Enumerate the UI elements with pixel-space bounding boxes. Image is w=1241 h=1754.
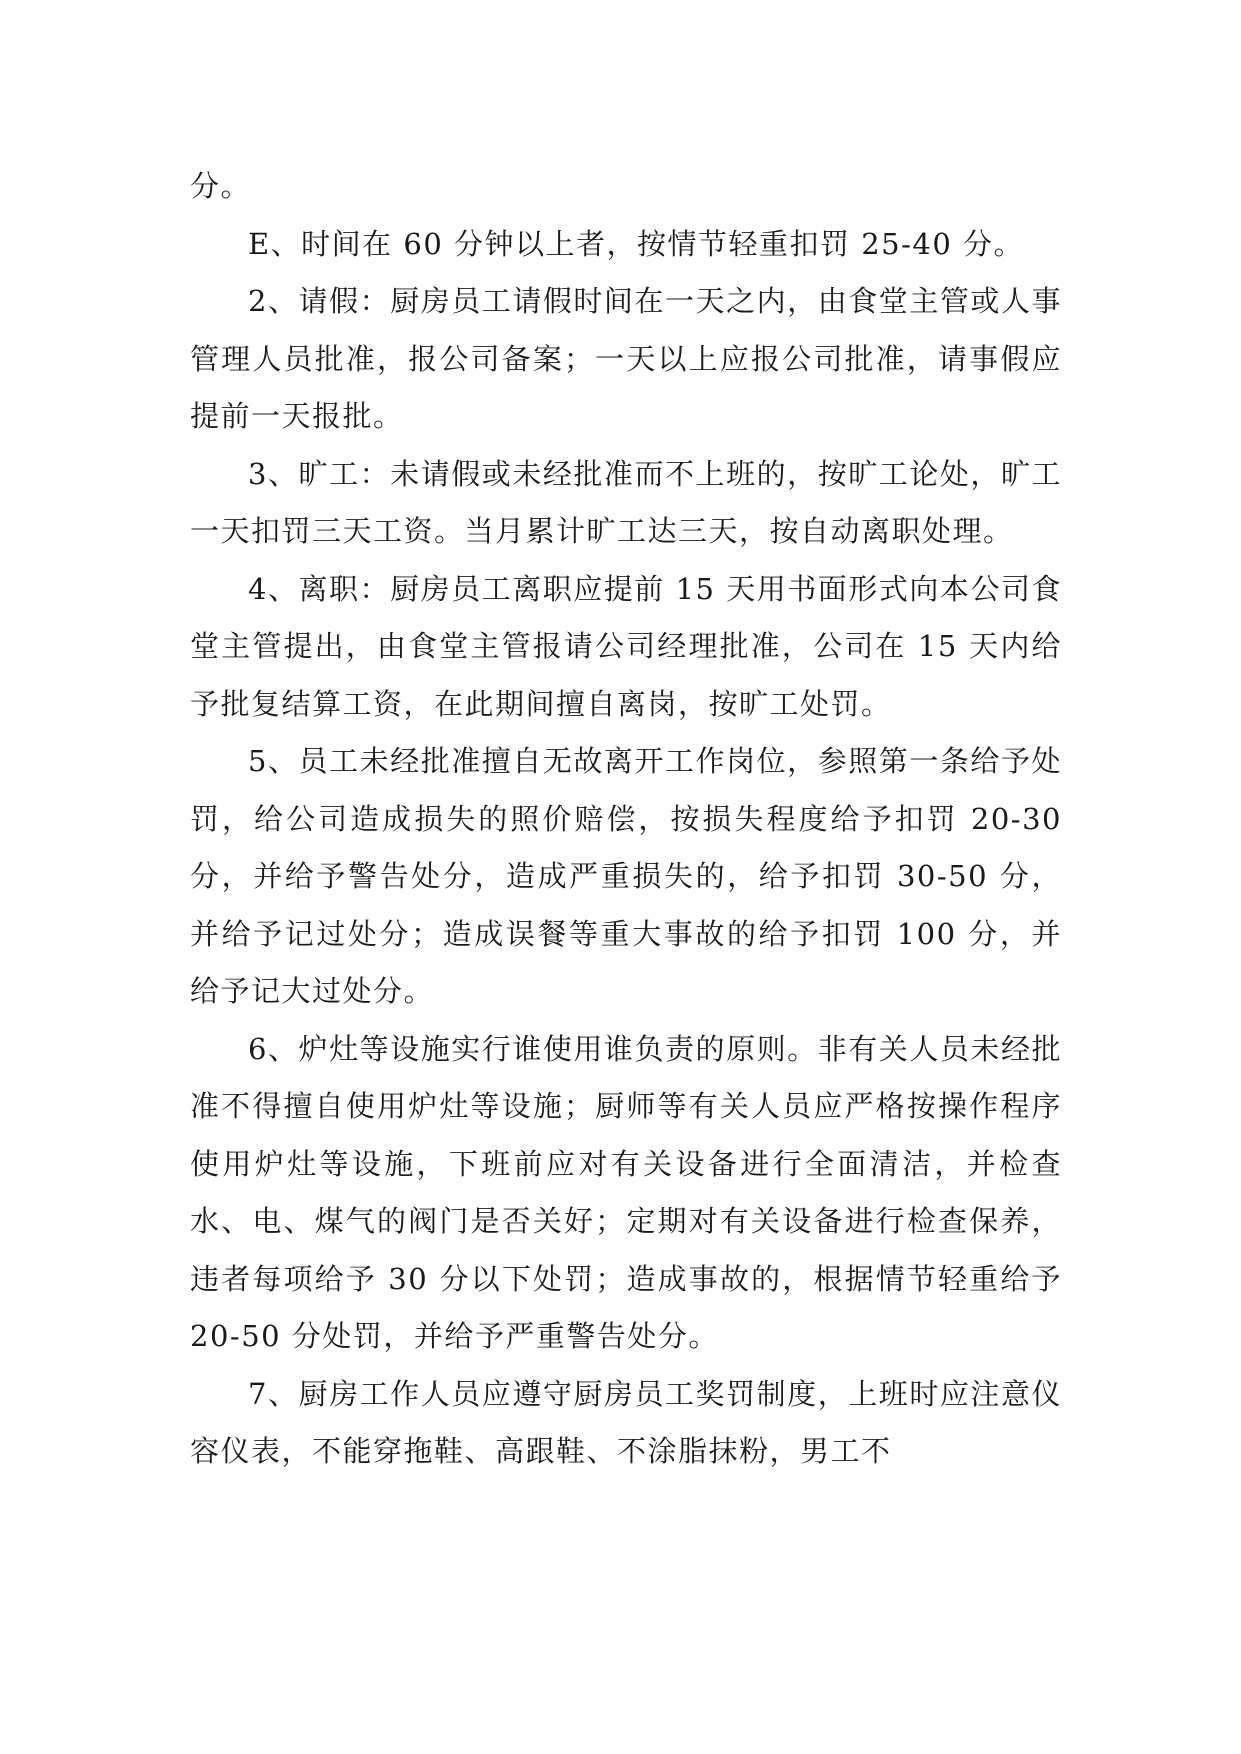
paragraph-resignation: 4、离职：厨房员工离职应提前 15 天用书面形式向本公司食堂主管提出，由食堂主管报请公司经理批准，公司在 15 天内给予批复结算工资，在此期间擅自离岗，按旷工处罚。 — [190, 571, 1062, 721]
paragraph-absenteeism: 3、旷工：未请假或未经批准而不上班的，按旷工论处，旷工一天扣罚三天工资。当月累计旷工达三天，按自动离职处理。 — [190, 456, 1062, 548]
paragraph-kitchen-conduct: 7、厨房工作人员应遵守厨房员工奖罚制度，上班时应注意仪容仪表，不能穿拖鞋、高跟鞋、不涂脂抹粉，男工不 — [190, 1376, 1062, 1468]
paragraph-continuation: 分。 — [190, 169, 252, 203]
document-body — [190, 158, 1062, 1481]
paragraph-leave-request: 2、请假：厨房员工请假时间在一天之内，由食堂主管或人事管理人员批准，报公司备案；一天以上应报公司批准，请事假应提前一天报批。 — [190, 284, 1062, 433]
paragraph-stove-facilities: 6、炉灶等设施实行谁使用谁负责的原则。非有关人员未经批准不得擅自使用炉灶等设施；厨师等有关人员应严格按操作程序使用炉灶等设施，下班前应对有关设备进行全面清洁，并检查水、电、煤气的阀门是否关好；定期对有关设备进行检查保养，违者每项给予 30 分以下处罚；造成事故的，根据情节轻重给予 20-50 分处罚，并给予严重警告处分。 — [190, 1031, 1062, 1353]
paragraph-unauthorized-absence: 5、员工未经批准擅自无故离开工作岗位，参照第一条给予处罚，给公司造成损失的照价赔偿，按损失程度给予扣罚 20-30 分，并给予警告处分，造成严重损失的，给予扣罚 30-50 分，并给予记过处分；造成误餐等重大事故的给予扣罚 100 分，并给予记大过处分。 — [190, 744, 1062, 1008]
paragraph-item-e: E、时间在 60 分钟以上者，按情节轻重扣罚 25-40 分。 — [248, 226, 1025, 261]
